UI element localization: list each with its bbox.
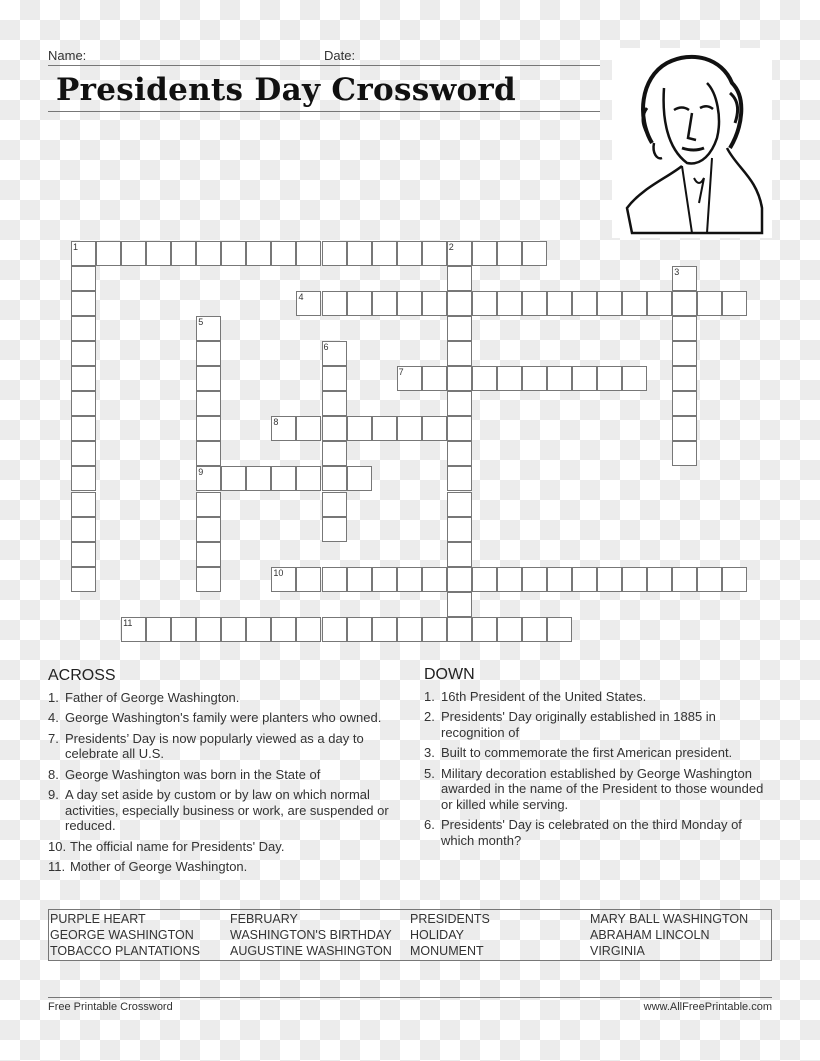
clue-item xyxy=(424,745,774,761)
down-heading: DOWN xyxy=(424,666,475,683)
grid-cell[interactable] xyxy=(121,617,146,642)
grid-cell[interactable] xyxy=(71,466,96,491)
page-title: Presidents Day Crossword xyxy=(56,72,517,108)
grid-cell[interactable] xyxy=(296,466,321,491)
grid-cell[interactable] xyxy=(672,391,697,416)
grid-cell[interactable] xyxy=(522,567,547,592)
clue-number: 11. xyxy=(48,859,66,874)
grid-cell[interactable] xyxy=(71,241,96,266)
clue-item xyxy=(48,787,398,834)
grid-cell[interactable] xyxy=(522,241,547,266)
clue-number-label: 10 xyxy=(273,567,284,578)
grid-cell[interactable] xyxy=(121,241,146,266)
clue-item xyxy=(48,839,398,855)
clue-number-label: 8 xyxy=(273,417,279,428)
grid-cell[interactable] xyxy=(672,291,697,316)
word-bank-item: ABRAHAM LINCOLN xyxy=(590,928,710,942)
across-clues xyxy=(48,668,398,880)
grid-cell[interactable] xyxy=(497,291,522,316)
grid-cell[interactable] xyxy=(196,241,221,266)
grid-cell[interactable] xyxy=(322,291,347,316)
grid-cell[interactable] xyxy=(547,567,572,592)
george-washington-portrait xyxy=(612,48,772,238)
grid-cell[interactable] xyxy=(372,291,397,316)
grid-cell[interactable] xyxy=(196,492,221,517)
grid-cell[interactable] xyxy=(221,241,246,266)
grid-cell[interactable] xyxy=(447,291,472,316)
grid-cell[interactable] xyxy=(71,542,96,567)
clue-text: George Washington was born in the State of xyxy=(65,766,321,782)
clue-number-label: 1 xyxy=(73,242,79,252)
grid-cell[interactable] xyxy=(447,416,472,441)
grid-cell[interactable] xyxy=(447,441,472,466)
grid-cell[interactable] xyxy=(497,567,522,592)
date-label: Date: xyxy=(324,48,356,63)
grid-cell[interactable] xyxy=(622,567,647,592)
clue-text: Presidents' Day originally established in 1885 in recognition of xyxy=(441,709,716,740)
grid-cell[interactable] xyxy=(397,567,422,592)
grid-cell[interactable] xyxy=(296,241,321,266)
grid-cell[interactable] xyxy=(497,241,522,266)
grid-cell[interactable] xyxy=(146,617,171,642)
grid-cell[interactable] xyxy=(597,366,622,391)
footer-right: www.AllFreePrintable.com xyxy=(643,1001,772,1013)
grid-cell[interactable] xyxy=(322,567,347,592)
grid-cell[interactable] xyxy=(322,517,347,542)
clue-item xyxy=(48,731,398,762)
grid-cell[interactable] xyxy=(422,291,447,316)
grid-cell[interactable] xyxy=(522,617,547,642)
grid-cell[interactable] xyxy=(472,617,497,642)
grid-cell[interactable] xyxy=(447,241,472,266)
grid-cell[interactable] xyxy=(447,542,472,567)
word-bank-item: MARY BALL WASHINGTON xyxy=(590,912,749,926)
word-bank-item: PURPLE HEART xyxy=(50,912,146,926)
grid-cell[interactable] xyxy=(672,416,697,441)
grid-cell[interactable] xyxy=(196,341,221,366)
grid-cell[interactable] xyxy=(196,517,221,542)
grid-cell[interactable] xyxy=(221,466,246,491)
grid-cell[interactable] xyxy=(246,466,271,491)
grid-cell[interactable] xyxy=(271,416,296,441)
clue-number: 1. xyxy=(424,688,435,704)
clue-item xyxy=(424,766,774,813)
clue-number: 10. xyxy=(48,838,67,854)
grid-cell[interactable] xyxy=(572,567,597,592)
grid-cell[interactable] xyxy=(422,366,447,391)
grid-cell[interactable] xyxy=(146,241,171,266)
clue-text: George Washington's family were planters who owned. xyxy=(65,710,382,725)
grid-cell[interactable] xyxy=(722,567,747,592)
grid-cell[interactable] xyxy=(447,617,472,642)
clue-number: 6. xyxy=(424,817,435,832)
grid-cell[interactable] xyxy=(296,617,321,642)
grid-cell[interactable] xyxy=(597,291,622,316)
grid-cell[interactable] xyxy=(71,341,96,366)
grid-cell[interactable] xyxy=(171,617,196,642)
grid-cell[interactable] xyxy=(547,617,572,642)
grid-cell[interactable] xyxy=(522,366,547,391)
grid-cell[interactable] xyxy=(672,266,697,291)
clue-text: Father of George Washington. xyxy=(65,689,240,705)
grid-cell[interactable] xyxy=(397,416,422,441)
grid-cell[interactable] xyxy=(196,441,221,466)
grid-cell[interactable] xyxy=(397,241,422,266)
grid-cell[interactable] xyxy=(347,241,372,266)
grid-cell[interactable] xyxy=(397,291,422,316)
grid-cell[interactable] xyxy=(296,416,321,441)
clue-number-label: 4 xyxy=(298,292,304,303)
clue-text: Presidents' Day is celebrated on the third Monday of which month? xyxy=(441,817,742,848)
grid-cell[interactable] xyxy=(196,617,221,642)
clue-number: 7. xyxy=(48,730,59,746)
grid-cell[interactable] xyxy=(447,341,472,366)
grid-cell[interactable] xyxy=(597,567,622,592)
grid-cell[interactable] xyxy=(722,291,747,316)
grid-cell[interactable] xyxy=(697,567,722,592)
grid-cell[interactable] xyxy=(372,416,397,441)
grid-cell[interactable] xyxy=(672,441,697,466)
grid-cell[interactable] xyxy=(296,291,321,316)
grid-cell[interactable] xyxy=(196,466,221,491)
grid-cell[interactable] xyxy=(647,567,672,592)
word-bank-item: PRESIDENTS xyxy=(410,912,490,926)
clue-number: 1. xyxy=(48,689,59,705)
word-bank-item: FEBRUARY xyxy=(230,912,298,926)
grid-cell[interactable] xyxy=(547,366,572,391)
clue-number: 5. xyxy=(424,765,435,781)
grid-cell[interactable] xyxy=(372,241,397,266)
grid-cell[interactable] xyxy=(472,366,497,391)
grid-cell[interactable] xyxy=(397,617,422,642)
grid-cell[interactable] xyxy=(271,241,296,266)
word-bank-item: VIRGINIA xyxy=(590,944,645,958)
grid-cell[interactable] xyxy=(347,617,372,642)
clue-item xyxy=(48,690,398,706)
grid-cell[interactable] xyxy=(672,341,697,366)
grid-cell[interactable] xyxy=(71,441,96,466)
clue-number-label: 3 xyxy=(674,267,680,278)
clue-number-label: 5 xyxy=(198,317,204,328)
footer-left: Free Printable Crossword xyxy=(48,1001,173,1013)
grid-cell[interactable] xyxy=(372,567,397,592)
clue-item xyxy=(48,767,398,783)
grid-cell[interactable] xyxy=(622,366,647,391)
clue-number: 3. xyxy=(424,745,435,760)
grid-cell[interactable] xyxy=(71,517,96,542)
grid-cell[interactable] xyxy=(271,617,296,642)
word-bank-item: GEORGE WASHINGTON xyxy=(50,928,194,942)
grid-cell[interactable] xyxy=(71,416,96,441)
clue-text: Mother of George Washington. xyxy=(70,859,248,874)
grid-cell[interactable] xyxy=(397,366,422,391)
grid-cell[interactable] xyxy=(322,416,347,441)
grid-cell[interactable] xyxy=(71,291,96,316)
grid-cell[interactable] xyxy=(447,592,472,617)
grid-cell[interactable] xyxy=(246,617,271,642)
grid-cell[interactable] xyxy=(672,567,697,592)
clue-item xyxy=(424,689,774,705)
clue-item xyxy=(48,859,398,875)
grid-cell[interactable] xyxy=(347,466,372,491)
clue-number-label: 2 xyxy=(448,242,454,252)
grid-cell[interactable] xyxy=(271,567,296,592)
grid-cell[interactable] xyxy=(196,542,221,567)
word-bank-item: AUGUSTINE WASHINGTON xyxy=(230,944,392,958)
clue-text: A day set aside by custom or by law on which normal activities, especially business or work, are suspended or reduced. xyxy=(65,787,389,833)
title-underline xyxy=(48,111,600,112)
grid-cell[interactable] xyxy=(572,291,597,316)
grid-cell[interactable] xyxy=(171,241,196,266)
clue-number-label: 7 xyxy=(398,367,404,378)
grid-cell[interactable] xyxy=(246,241,271,266)
grid-cell[interactable] xyxy=(322,391,347,416)
grid-cell[interactable] xyxy=(472,291,497,316)
grid-cell[interactable] xyxy=(322,441,347,466)
grid-cell[interactable] xyxy=(71,391,96,416)
grid-cell[interactable] xyxy=(447,266,472,291)
clue-number-label: 11 xyxy=(123,617,133,628)
grid-cell[interactable] xyxy=(472,241,497,266)
grid-cell[interactable] xyxy=(196,391,221,416)
grid-cell[interactable] xyxy=(472,567,497,592)
grid-cell[interactable] xyxy=(322,341,347,366)
grid-cell[interactable] xyxy=(622,291,647,316)
grid-cell[interactable] xyxy=(221,617,246,642)
grid-cell[interactable] xyxy=(697,291,722,316)
grid-cell[interactable] xyxy=(422,567,447,592)
grid-cell[interactable] xyxy=(672,366,697,391)
grid-cell[interactable] xyxy=(322,617,347,642)
grid-cell[interactable] xyxy=(347,291,372,316)
clue-number: 9. xyxy=(48,787,59,802)
grid-cell[interactable] xyxy=(196,416,221,441)
clue-item xyxy=(424,817,774,848)
grid-cell[interactable] xyxy=(271,466,296,491)
grid-cell[interactable] xyxy=(447,391,472,416)
clue-text: Presidents’ Day is now popularly viewed as a day to celebrate all U.S. xyxy=(65,730,364,761)
grid-cell[interactable] xyxy=(196,316,221,341)
name-label: Name: xyxy=(48,48,87,63)
clue-number-label: 9 xyxy=(198,467,204,478)
word-bank-item: WASHINGTON'S BIRTHDAY xyxy=(230,928,392,942)
grid-cell[interactable] xyxy=(447,366,472,391)
grid-cell[interactable] xyxy=(672,316,697,341)
grid-cell[interactable] xyxy=(96,241,121,266)
footer-divider xyxy=(48,997,772,998)
clue-text: Built to commemorate the first American president. xyxy=(441,745,733,760)
clue-number: 8. xyxy=(48,766,59,782)
word-bank-item: MONUMENT xyxy=(410,944,484,958)
grid-cell[interactable] xyxy=(296,567,321,592)
grid-cell[interactable] xyxy=(447,316,472,341)
grid-cell[interactable] xyxy=(196,366,221,391)
grid-cell[interactable] xyxy=(647,291,672,316)
grid-cell[interactable] xyxy=(422,416,447,441)
clue-text: 16th President of the United States. xyxy=(441,688,647,704)
grid-cell[interactable] xyxy=(497,617,522,642)
grid-cell[interactable] xyxy=(322,492,347,517)
word-bank xyxy=(48,909,772,961)
across-heading: ACROSS xyxy=(48,667,116,684)
grid-cell[interactable] xyxy=(347,416,372,441)
grid-cell[interactable] xyxy=(447,567,472,592)
grid-cell[interactable] xyxy=(322,466,347,491)
clue-number: 2. xyxy=(424,709,435,724)
grid-cell[interactable] xyxy=(422,617,447,642)
grid-cell[interactable] xyxy=(447,466,472,491)
grid-cell[interactable] xyxy=(347,567,372,592)
clue-number: 4. xyxy=(48,710,59,725)
grid-cell[interactable] xyxy=(522,291,547,316)
down-clues xyxy=(424,667,774,853)
grid-cell[interactable] xyxy=(422,241,447,266)
grid-cell[interactable] xyxy=(71,567,96,592)
grid-cell[interactable] xyxy=(322,366,347,391)
grid-cell[interactable] xyxy=(572,366,597,391)
name-date-line xyxy=(48,65,600,66)
grid-cell[interactable] xyxy=(547,291,572,316)
grid-cell[interactable] xyxy=(372,617,397,642)
clue-number-label: 6 xyxy=(323,342,329,353)
grid-cell[interactable] xyxy=(71,266,96,291)
word-bank-item: TOBACCO PLANTATIONS xyxy=(50,944,201,958)
grid-cell[interactable] xyxy=(71,492,96,517)
clue-text: Military decoration established by George Washington awarded in the name of the President to those wounded or killed while serving. xyxy=(441,765,764,812)
grid-cell[interactable] xyxy=(447,517,472,542)
grid-cell[interactable] xyxy=(71,316,96,341)
grid-cell[interactable] xyxy=(71,366,96,391)
clue-item xyxy=(424,709,774,740)
clue-item xyxy=(48,710,398,726)
grid-cell[interactable] xyxy=(447,492,472,517)
clue-text: The official name for Presidents' Day. xyxy=(70,838,285,854)
grid-cell[interactable] xyxy=(196,567,221,592)
grid-cell[interactable] xyxy=(322,241,347,266)
word-bank-item: HOLIDAY xyxy=(410,928,464,942)
grid-cell[interactable] xyxy=(497,366,522,391)
